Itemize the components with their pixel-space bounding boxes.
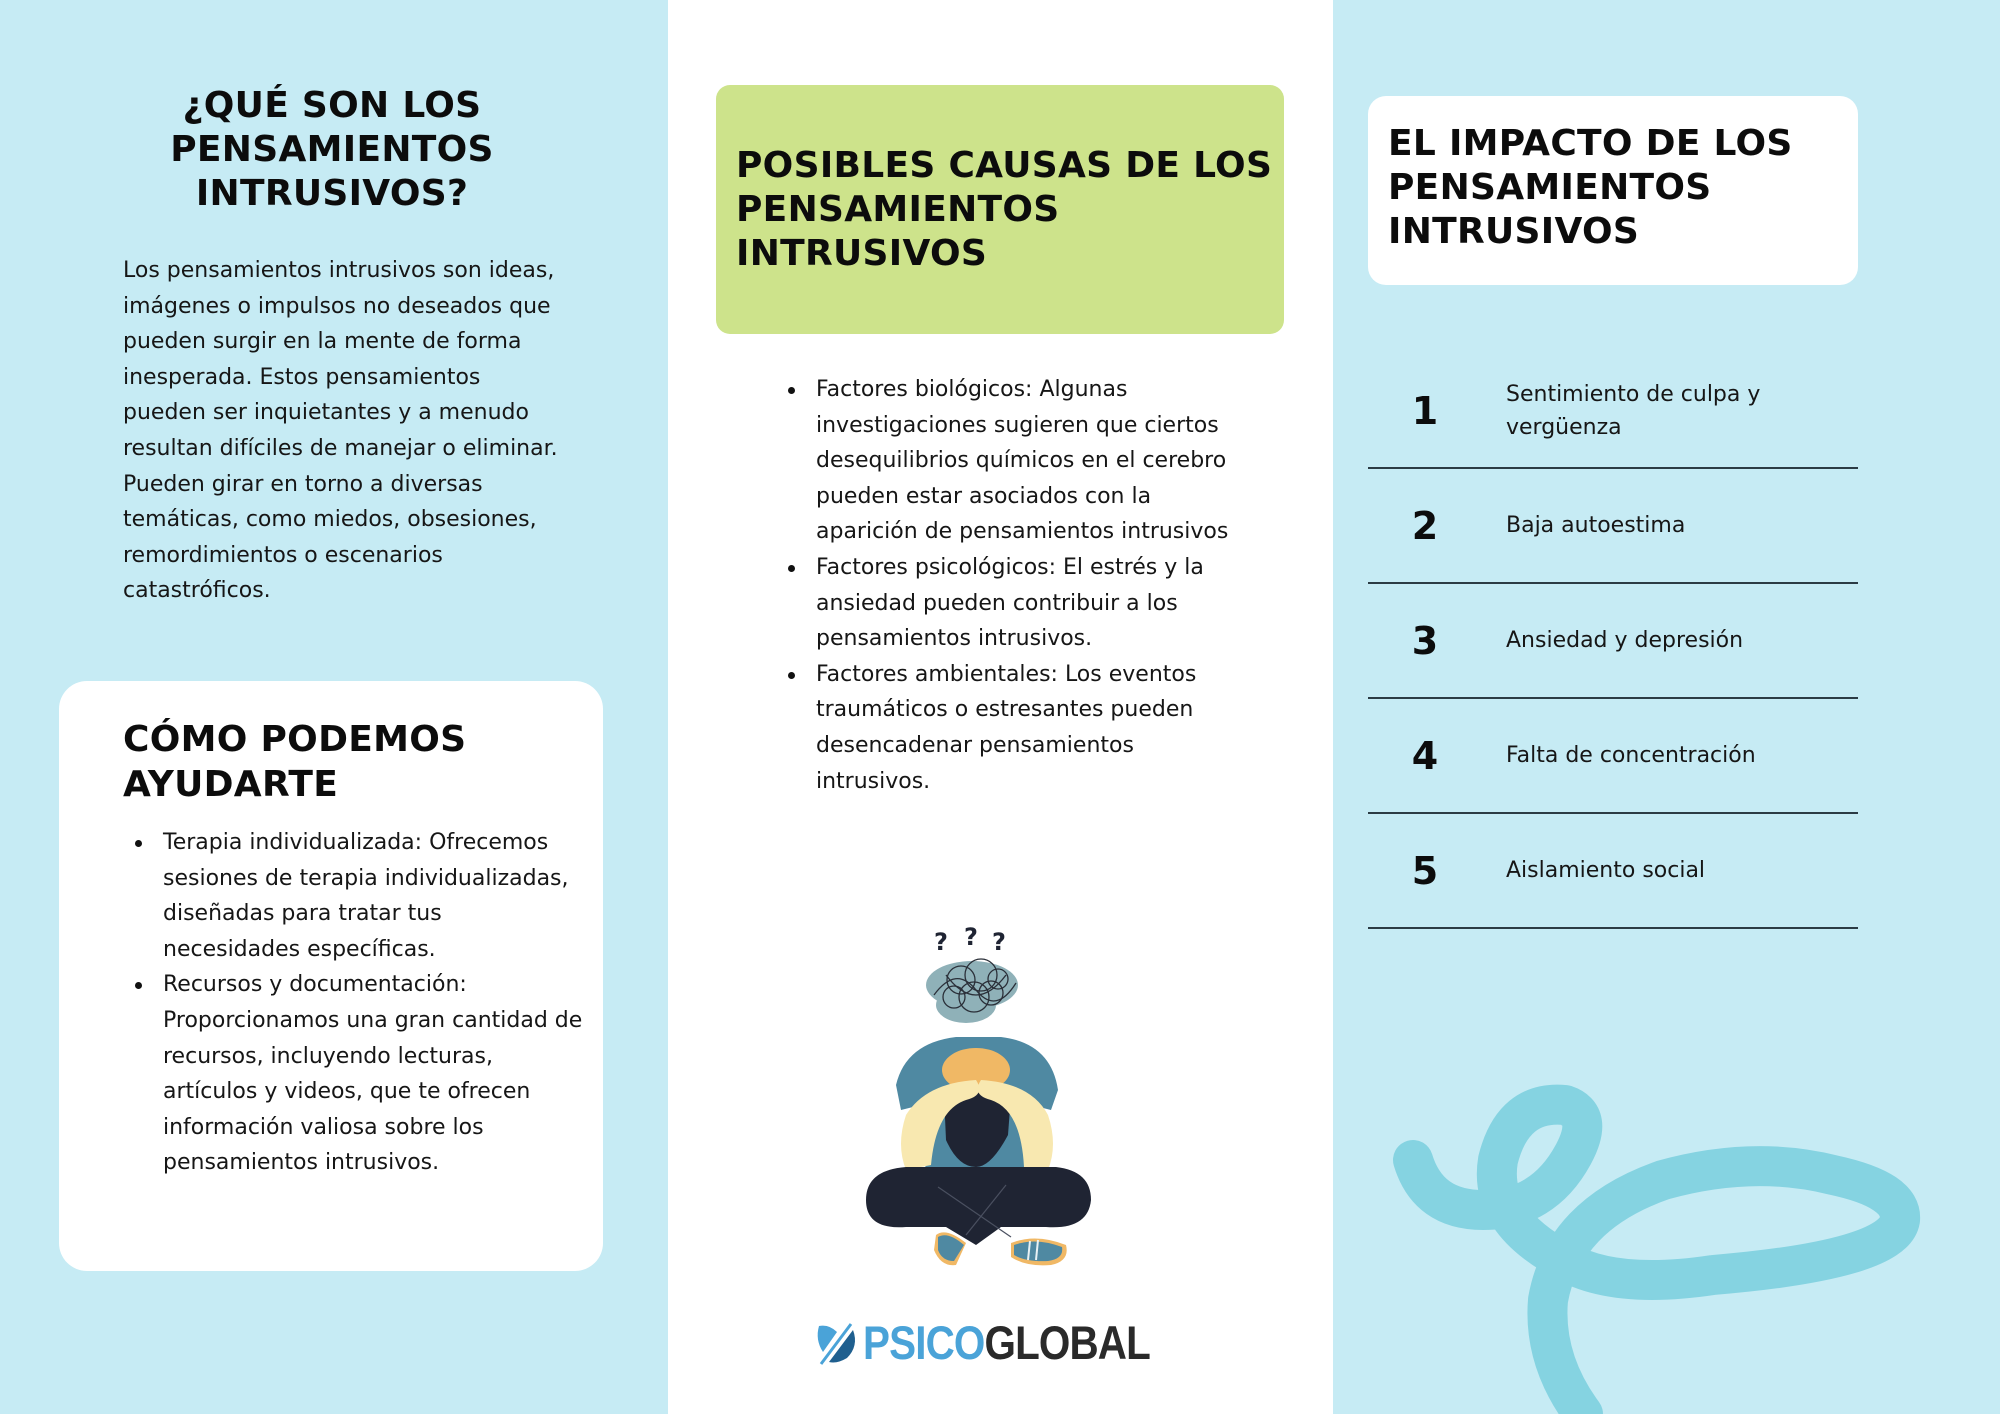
impact-header-card xyxy=(1368,96,1858,285)
help-item: Recursos y documentación: Proporcionamos una gran cantidad de recursos, incluyendo lecturas, artículos y videos, que te ofrecen información valiosa sobre los pensamientos intrusivos. xyxy=(163,967,583,1181)
logo-text-psico: PSICO xyxy=(863,1316,985,1369)
impact-number: 4 xyxy=(1411,733,1439,778)
what-are-description: Los pensamientos intrusivos son ideas, imágenes o impulsos no deseados que pueden surgir en la mente de forma inesperada. Estos pensamientos pueden ser inquietantes y a menudo resultan difíciles de manejar o eliminar. Pueden girar en torno a diversas temáticas, como miedos, obsesiones, remordimientos o escenarios catastróficos. xyxy=(123,258,558,604)
svg-text:?: ? xyxy=(964,923,978,951)
svg-text:?: ? xyxy=(992,928,1006,956)
impact-number: 3 xyxy=(1411,618,1439,663)
cause-item: Factores ambientales: Los eventos traumáticos o estresantes pueden desencadenar pensamientos intrusivos. xyxy=(816,657,1236,799)
impact-row xyxy=(1368,814,1858,929)
leaf-logo-icon xyxy=(813,1318,859,1368)
cause-item: Factores biológicos: Algunas investigaciones sugieren que ciertos desequilibrios químicos en el cerebro pueden estar asociados con la aparición de pensamientos intrusivos xyxy=(816,372,1236,550)
impact-row xyxy=(1368,355,1858,469)
impact-number: 5 xyxy=(1411,848,1439,893)
impact-text: Falta de concentración xyxy=(1506,743,1756,768)
impact-row xyxy=(1368,584,1858,699)
psicoglobal-logo xyxy=(813,1316,1197,1370)
causes-title: POSIBLES CAUSAS DE LOS PENSAMIENTOS INTRUSIVOS xyxy=(736,145,1273,274)
impact-row xyxy=(1368,469,1858,584)
impact-text: Aislamiento social xyxy=(1506,858,1706,883)
panel-left xyxy=(0,0,668,1414)
impact-title: EL IMPACTO DE LOS PENSAMIENTOS INTRUSIVOS xyxy=(1388,123,1793,252)
causes-list xyxy=(816,372,1236,799)
cause-item: Factores psicológicos: El estrés y la ansiedad pueden contribuir a los pensamientos intrusivos. xyxy=(816,550,1236,657)
impact-text: Ansiedad y depresión xyxy=(1506,628,1744,653)
help-title: CÓMO PODEMOS AYUDARTE xyxy=(123,719,467,805)
impact-text: Baja autoestima xyxy=(1506,513,1686,538)
help-list xyxy=(163,825,583,1181)
help-card xyxy=(59,681,603,1271)
help-item: Terapia individualizada: Ofrecemos sesiones de terapia individualizadas, diseñadas para tratar tus necesidades específicas. xyxy=(163,825,583,967)
logo-text-global: GLOBAL xyxy=(984,1316,1150,1369)
panel-middle xyxy=(668,0,1333,1414)
question-marks-icon xyxy=(934,923,1006,956)
panel-right xyxy=(1333,0,2000,1414)
impact-row xyxy=(1368,699,1858,814)
impact-number: 1 xyxy=(1411,389,1439,433)
person-tangled-thoughts-illustration xyxy=(826,905,1126,1275)
impact-text: Sentimiento de culpa y vergüenza xyxy=(1506,382,1761,440)
impact-list xyxy=(1368,355,1858,929)
what-are-title: ¿QUÉ SON LOS PENSAMIENTOS INTRUSIVOS? xyxy=(170,85,494,214)
impact-number: 2 xyxy=(1411,503,1439,548)
squiggle-decoration-icon xyxy=(1333,1060,2000,1414)
causes-header-box xyxy=(716,85,1284,334)
svg-text:?: ? xyxy=(934,928,948,956)
